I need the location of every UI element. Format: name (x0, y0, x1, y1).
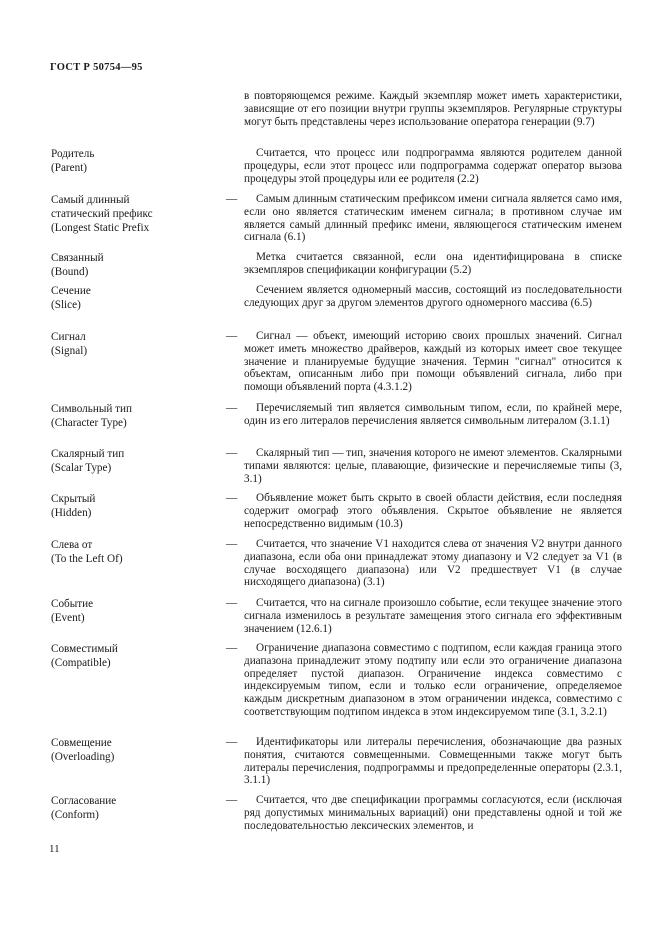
term-ru: Событие (51, 598, 94, 610)
term-en: (Compatible) (51, 657, 111, 669)
term-ru: Сечение (51, 285, 91, 297)
term-en: (Conform) (51, 809, 99, 821)
dash: — (226, 794, 238, 806)
definition-text: Считается, что процесс или подпрограмма являются родителем данной процедуры, если этот процесс или подпрограмма содержат оператор вызова процедуры этой процедуры или ее родителя (2.2) (244, 147, 622, 185)
term-en: (Longest Static Prefix (51, 222, 150, 234)
dash: — (226, 402, 238, 414)
definition-text: Считается, что две спецификации программы согласуются, если (исключая ряд допустимых минимальных вариаций) они представлены одной и той же последовательностью лексических элементов, и (244, 794, 622, 832)
term-ru: Символьный тип (51, 403, 133, 415)
term-en: (Bound) (51, 266, 89, 278)
dash: — (226, 492, 238, 504)
dash: — (226, 597, 238, 609)
term (51, 794, 221, 822)
term-en: (Scalar Type) (51, 462, 112, 474)
term-ru: Скалярный тип (51, 448, 125, 460)
document-header: ГОСТ Р 50754—95 (50, 62, 143, 73)
term-en: (Character Type) (51, 417, 127, 429)
term-en: (Overloading) (51, 751, 115, 763)
term-ru: Сигнал (51, 331, 86, 343)
definition-text: Считается, что значение V1 находится слева от значения V2 внутри данного диапазона, если оба они принадлежат этому диапазону и V2 следует за V1 (в случае восходящего диапазона) или V2 предшествует V1 (в случае нисходящего диапазона) (3.1) (244, 538, 622, 589)
term (51, 492, 221, 520)
term (51, 736, 221, 764)
term (51, 147, 221, 175)
term-ru: Совместимый (51, 643, 118, 655)
definition-text: Самым длинным статическим префиксом имени сигнала является само имя, если оно является статическим именем сигнала; в противном случае им является самый длинный префикс имени, являющегося статическим именем сигнала (6.1) (244, 193, 622, 244)
term (51, 402, 221, 430)
term-en: (Event) (51, 612, 85, 624)
definition-text: Сигнал — объект, имеющий историю своих прошлых значений. Сигнал может иметь множество драйверов, каждый из которых имеет свое текущее значение и планируемые будущие значения. Термин "сигнал" относится к объектам, описанным либо при помощи объявлений сигнала, либо при помощи объявлений порта (4.3.1.2) (244, 330, 622, 394)
term-ru: Совмещение (51, 737, 112, 749)
term-en: (Hidden) (51, 507, 92, 519)
definition-text: Ограничение диапазона совместимо с подтипом, если каждая граница этого диапазона принадлежит этому подтипу или если это ограничение диапазона определяет пустой диапазон. Ограничение индекса совместимо с индексируемым типом, если и только если ограничение, определяемое каждым дискретным диапазоном в этом ограничении индекса, совместимо с соответствующим подтипом индекса в этом индексируемом типе (3.1, 3.2.1) (244, 642, 622, 718)
term-ru: Согласование (51, 795, 117, 807)
definition-text: Перечисляемый тип является символьным типом, если, по крайней мере, один из его литералов перечисления является символьным литералом (3.1.1) (244, 402, 622, 427)
definition-text: Объявление может быть скрыто в своей области действия, если последняя содержит омограф этого объявления. Скрытое объявление не является непосредственно видимым (10.3) (244, 492, 622, 530)
term (51, 330, 221, 358)
term-en: (Slice) (51, 299, 81, 311)
term-en: (To the Left Of) (51, 553, 123, 565)
term (51, 193, 171, 235)
dash: — (226, 193, 238, 205)
term-en: (Parent) (51, 162, 88, 174)
dash: — (226, 538, 238, 550)
definition-text: Метка считается связанной, если она идентифицирована в списке экземпляров спецификации конфигурации (5.2) (244, 251, 622, 276)
page-number: 11 (49, 843, 60, 855)
definition-text: в повторяющемся режиме. Каждый экземпляр может иметь характеристики, зависящие от его позиции внутри группы экземпляров. Регулярные структуры могут быть представлены через использование оператора генерации (9.7) (244, 90, 622, 128)
term-en: (Signal) (51, 345, 88, 357)
term-ru: Связанный (51, 252, 104, 264)
definition-text: Сечением является одномерный массив, состоящий из последовательности следующих друг за другом элементов другого одномерного массива (6.5) (244, 284, 622, 309)
dash: — (226, 736, 238, 748)
term (51, 538, 221, 566)
term (51, 597, 221, 625)
term (51, 447, 221, 475)
term-ru: Самый длинный статический префикс (51, 194, 153, 220)
term (51, 251, 221, 279)
dash: — (226, 642, 238, 654)
term-ru: Слева от (51, 539, 93, 551)
term-ru: Скрытый (51, 493, 96, 505)
term (51, 642, 221, 670)
definition-text: Идентификаторы или литералы перечисления, обозначающие два разных понятия, считаются совмещенными. Совмещенными также могут быть литералы перечисления, подпрограммы и предопределенные операторы (2.3.1, 3.1.1) (244, 736, 622, 787)
dash: — (226, 447, 238, 459)
dash: — (226, 330, 238, 342)
term-ru: Родитель (51, 148, 95, 160)
definition-text: Считается, что на сигнале произошло событие, если текущее значение этого сигнала изменилось в результате замещения этого сигнала его эффективным значением (12.6.1) (244, 597, 622, 635)
definition-text: Скалярный тип — тип, значения которого не имеют элементов. Скалярными типами являются: целые, плавающие, физические и перечисляемые типы (3, 3.1) (244, 447, 622, 485)
term (51, 284, 221, 312)
